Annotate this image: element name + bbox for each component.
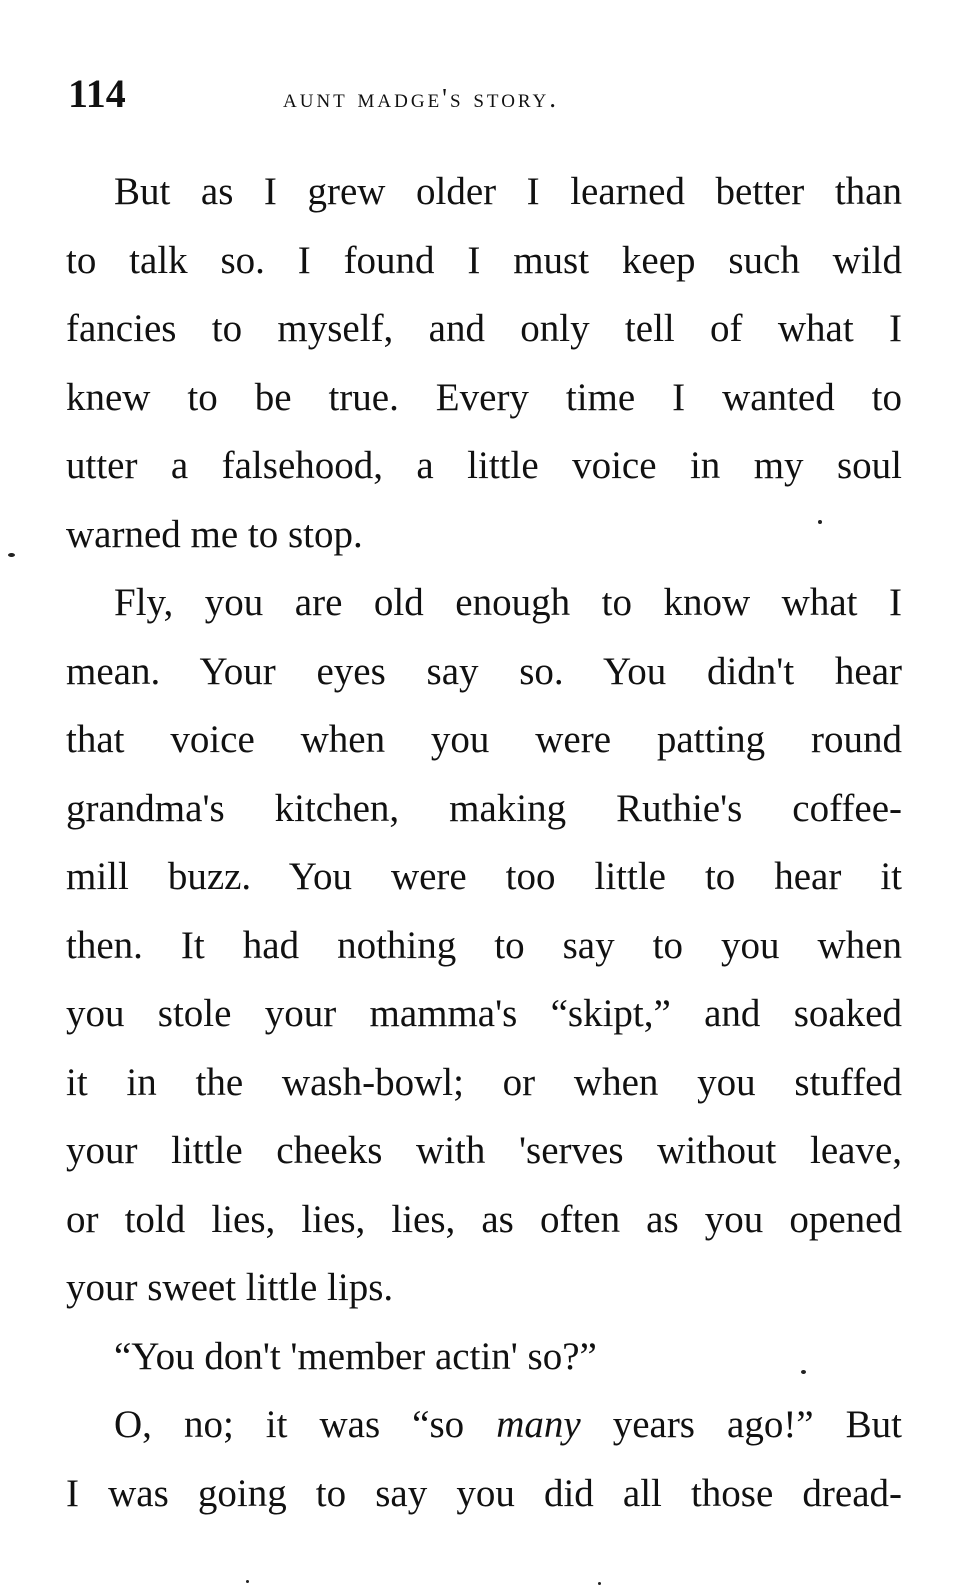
text-line: your little cheeks with 'serves without leave, (66, 1129, 902, 1172)
text-line: mill buzz. You were too little to hear it (66, 855, 902, 898)
print-speck (246, 1580, 249, 1583)
text-line: mean. Your eyes say so. You didn't hear (66, 649, 902, 693)
text-line: fancies to myself, and only tell of what I (66, 307, 902, 350)
text-line: it in the wash-bowl; or when you stuffed (66, 1060, 902, 1104)
running-title: aunt madge's story. (283, 83, 560, 113)
text-line: warned me to stop. (66, 512, 363, 556)
text-line: then. It had nothing to say to you when (66, 923, 902, 967)
print-speck (818, 520, 822, 524)
text-line: I was going to say you did all those dread- (66, 1471, 902, 1515)
text-line: But as I grew older I learned better than (114, 170, 902, 213)
text-line: to talk so. I found I must keep such wild (66, 238, 902, 282)
text-line: O, no; it was “so many years ago!” But (114, 1403, 902, 1446)
running-head (68, 68, 900, 128)
print-speck (598, 1582, 601, 1585)
text-line: you stole your mamma's “skipt,” and soaked (66, 992, 902, 1035)
text-line: Fly, you are old enough to know what I (114, 581, 902, 624)
page-number: 114 (68, 71, 126, 116)
emphasis: many (496, 1403, 581, 1446)
body-text (66, 158, 902, 1528)
text-line: that voice when you were patting round (66, 718, 902, 761)
print-speck (801, 1370, 806, 1374)
text-line: your sweet little lips. (66, 1266, 394, 1309)
text-line: knew to be true. Every time I wanted to (66, 375, 902, 419)
text-line: utter a falsehood, a little voice in my soul (66, 444, 902, 487)
text-line: or told lies, lies, lies, as often as you opened (66, 1197, 902, 1241)
print-speck (8, 553, 15, 557)
text-line: “You don't 'member actin' so?” (114, 1334, 597, 1378)
text-line: grandma's kitchen, making Ruthie's coffee- (66, 786, 902, 830)
